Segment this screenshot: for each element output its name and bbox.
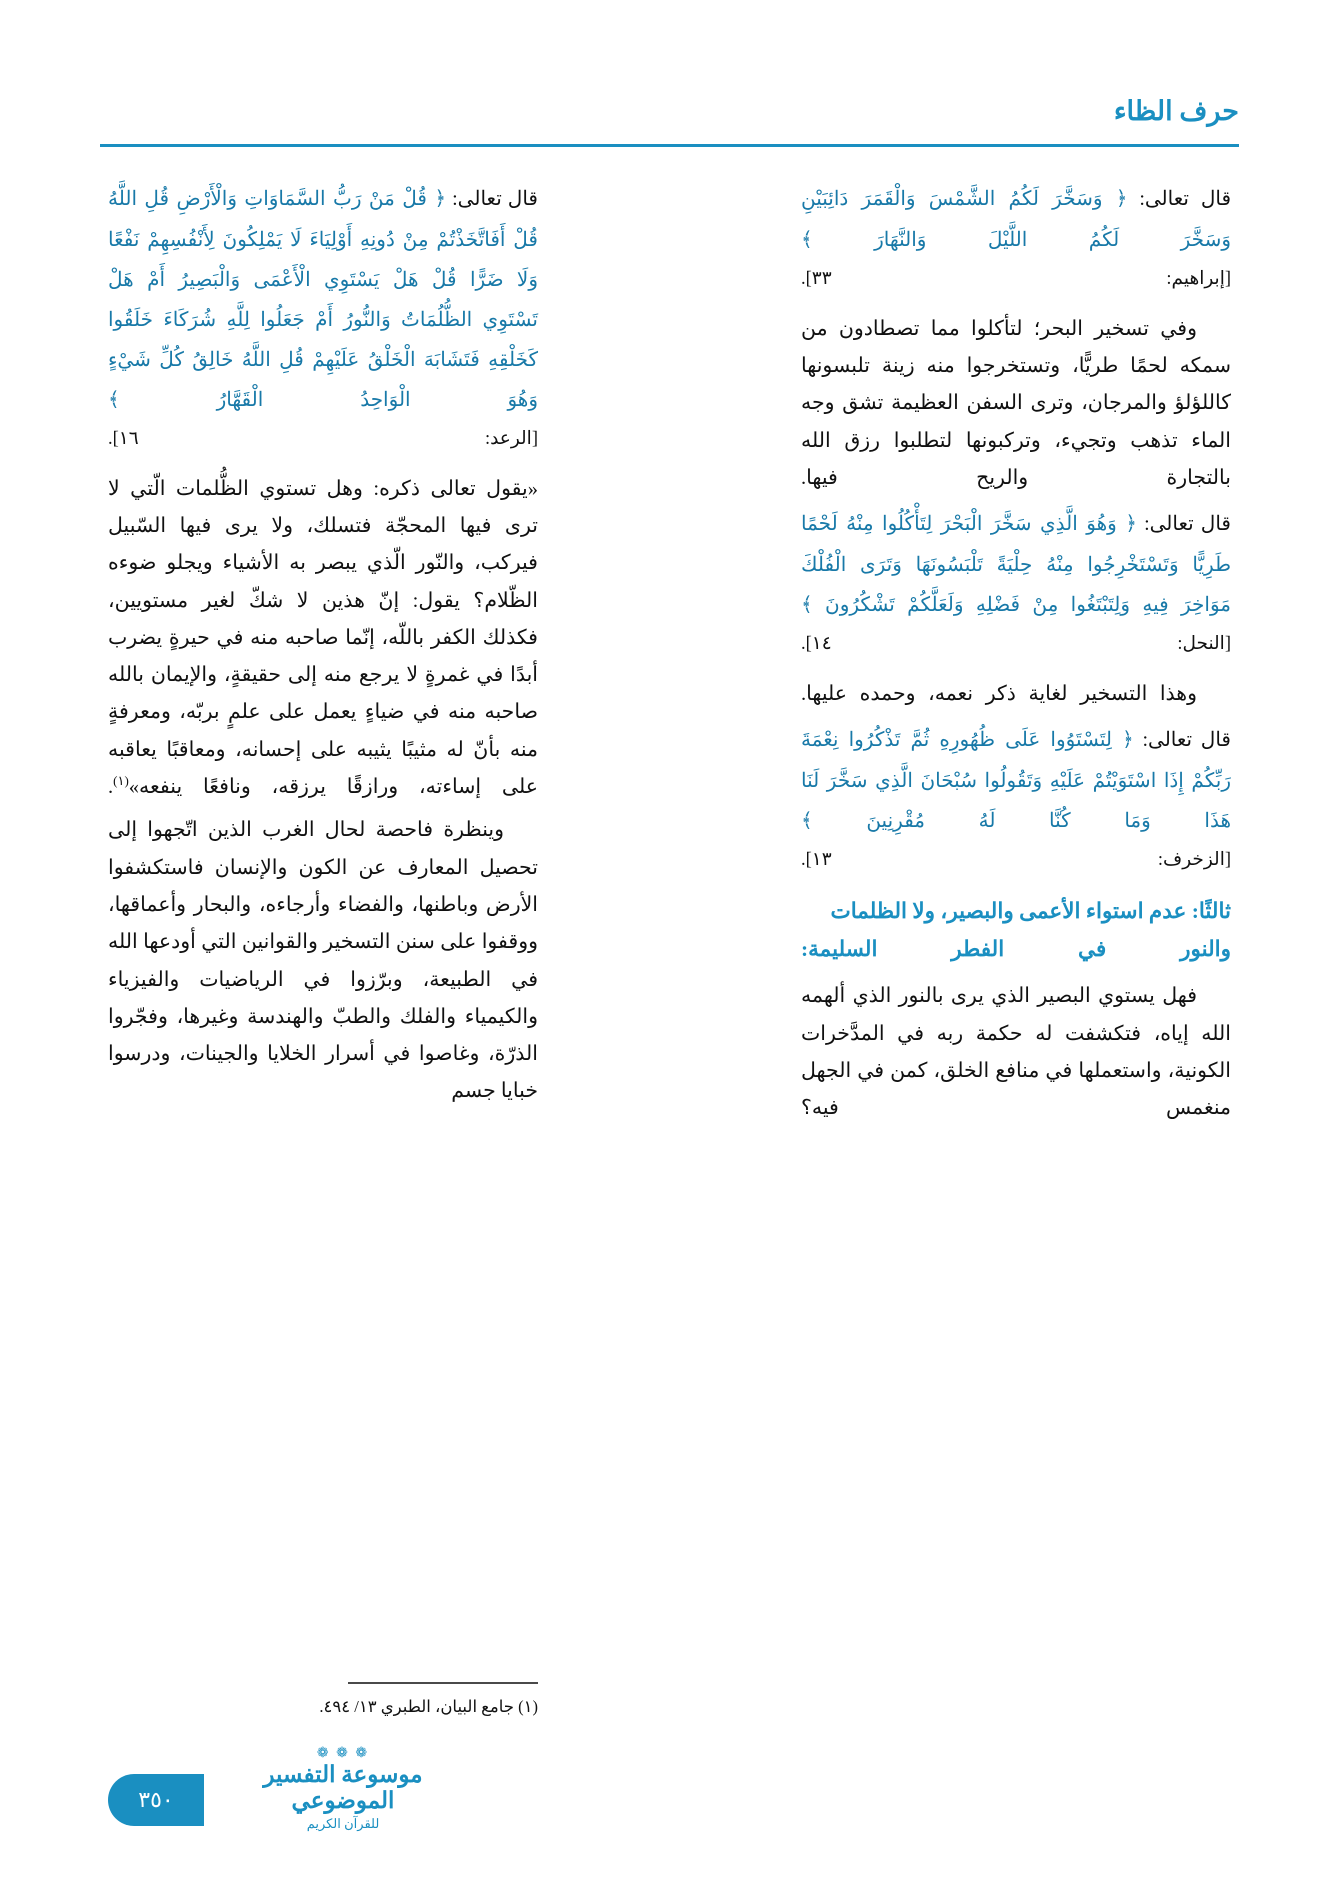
column-right xyxy=(801,178,1231,1133)
quran-verse-text: ﴿ وَهُوَ الَّذِي سَخَّرَ الْبَحْرَ لِتَأْكُلُوا مِنْهُ لَحْمًا طَرِيًّا وَتَسْتَخْرِجُوا مِنْهُ حِلْيَةً تَلْبَسُونَهَا وَتَرَى الْفُلْكَ مَوَاخِرَ فِيهِ وَلِتَبْتَغُوا مِنْ فَضْلِهِ وَلَعَلَّكُمْ تَشْكُرُونَ ﴾ xyxy=(801,511,1231,617)
body-columns xyxy=(108,178,1231,1700)
quran-reference: [الرعد: ١٦]. xyxy=(108,429,538,449)
footnote-marker-ref: (١) xyxy=(113,773,129,789)
page-footer xyxy=(108,1742,1231,1832)
paragraph-tail: . xyxy=(108,776,114,799)
page-header xyxy=(100,96,1239,156)
body-paragraph: وفي تسخير البحر؛ لتأكلوا مما تصطادون من سمكه لحمًا طريًّا، وتستخرجوا منه زينة تلبسونها كاللؤلؤ والمرجان، وترى السفن العظيمة تشق وجه الماء تذهب وتجيء، وتركبونها لتطلبوا رزق الله بالتجارة والريح فيها. xyxy=(801,317,1231,489)
section-subheading: ثالثًا: عدم استواء الأعمى والبصير، ولا الظلمات والنور في الفطر السليمة: xyxy=(801,898,1231,962)
quoted-text: «يقول تعالى ذكره: وهل تستوي الظُّلمات الّتي لا ترى فيها المحجّة فتسلك، ولا يرى فيها السّبيل فيركب، والنّور الّذي يبصر به الأشياء ويجلو ضوءه الظّلام؟ يقول: إنّ هذين لا شكّ لغير مستويين، فكذلك الكفر باللّه، إنّما صاحبه منه في حيرةٍ يضرب أبدًا في غمرةٍ لا يرجع منه إلى حقيقةٍ، والإيمان بالله صاحبه منه في ضياءٍ يعمل على علمٍ بربّه، ومعرفةٍ منه بأنّ له مثيبًا يثيبه على إحسانه، ومعاقبًا يعاقبه على إساءته، ورازقًا يرزقه، ونافعًا ينفعه» xyxy=(108,477,538,799)
publisher-logo xyxy=(228,1745,458,1832)
quran-verse-text: ﴿ لِتَسْتَوُوا عَلَى ظُهُورِهِ ثُمَّ تَذْكُرُوا نِعْمَةَ رَبِّكُمْ إِذَا اسْتَوَيْتُمْ عَلَيْهِ وَتَقُولُوا سُبْحَانَ الَّذِي سَخَّرَ لَنَا هَذَا وَمَا كُنَّا لَهُ مُقْرِنِينَ ﴾ xyxy=(801,727,1231,833)
footnote-divider xyxy=(348,1682,538,1684)
quran-verse-block xyxy=(108,178,538,419)
logo-sub-text: للقرآن الكريم xyxy=(306,1816,380,1831)
quran-lead-in: قال تعالى: xyxy=(1127,188,1231,210)
quran-verse-block xyxy=(801,178,1231,259)
body-paragraph xyxy=(108,471,538,807)
footnote-marker: (١) xyxy=(518,1696,538,1716)
quran-verse-text: ﴿ وَسَخَّرَ لَكُمُ الشَّمْسَ وَالْقَمَرَ دَائِبَيْنِ وَسَخَّرَ لَكُمُ اللَّيْلَ وَالنَّهَارَ ﴾ xyxy=(801,186,1231,251)
body-paragraph: فهل يستوي البصير الذي يرى بالنور الذي ألهمه الله إياه، فتكشفت له حكمة ربه في المدَّخرات الكونية، واستعملها في منافع الخلق، كمن في الجهل منغمس فيه؟ xyxy=(801,985,1231,1120)
quran-reference: [إبراهيم: ٣٣]. xyxy=(801,269,1231,289)
footnote-entry xyxy=(108,1694,538,1720)
logo-main-text: موسوعة التفسير الموضوعي xyxy=(263,1762,423,1813)
ornament-icon: ❁ ❁ ❁ xyxy=(316,1746,370,1761)
footnote-area xyxy=(108,1682,538,1720)
quran-verse-text: ﴿ قُلْ مَنْ رَبُّ السَّمَاوَاتِ وَالْأَرْضِ قُلِ اللَّهُ قُلْ أَفَاتَّخَذْتُمْ مِنْ دُونِهِ أَوْلِيَاءَ لَا يَمْلِكُونَ لِأَنْفُسِهِمْ نَفْعًا وَلَا ضَرًّا قُلْ هَلْ يَسْتَوِي الْأَعْمَى وَالْبَصِيرُ أَمْ هَلْ تَسْتَوِي الظُّلُمَاتُ وَالنُّورُ أَمْ جَعَلُوا لِلَّهِ شُرَكَاءَ خَلَقُوا كَخَلْقِهِ فَتَشَابَهَ الْخَلْقُ عَلَيْهِمْ قُلِ اللَّهُ خَالِقُ كُلِّ شَيْءٍ وَهُوَ الْوَاحِدُ الْقَهَّارُ ﴾ xyxy=(108,186,538,411)
page-number: ٣٥٠ xyxy=(108,1774,204,1826)
footnote-text: جامع البيان، الطبري ١٣/ ٤٩٤. xyxy=(319,1696,514,1716)
quran-reference: [النحل: ١٤]. xyxy=(801,634,1231,655)
quran-lead-in: قال تعالى: xyxy=(1136,513,1231,536)
quran-lead-in: قال تعالى: xyxy=(1133,729,1231,752)
column-left xyxy=(108,178,538,1117)
quran-lead-in: قال تعالى: xyxy=(446,188,538,210)
header-title: حرف الظاء xyxy=(1113,96,1239,126)
quran-reference: [الزخرف: ١٣]. xyxy=(801,850,1231,871)
quran-verse-block xyxy=(801,503,1231,624)
header-divider xyxy=(100,144,1239,147)
body-paragraph: وينظرة فاحصة لحال الغرب الذين اتّجهوا إلى تحصيل المعارف عن الكون والإنسان فاستكشفوا الأرض وباطنها، والفضاء وأرجاءه، والبحار وأعماقها، ووقفوا على سنن التسخير والقوانين التي أودعها الله في الطبيعة، وبرّزوا في الرياضيات والفيزياء والكيمياء والفلك والطبّ والهندسة وغيرها، وفجّروا الذرّة، وغاصوا في أسرار الخلايا والجينات، ودرسوا خبايا جسم xyxy=(108,819,538,1103)
body-paragraph: وهذا التسخير لغاية ذكر نعمه، وحمده عليها. xyxy=(801,682,1197,705)
quran-verse-block xyxy=(801,719,1231,840)
